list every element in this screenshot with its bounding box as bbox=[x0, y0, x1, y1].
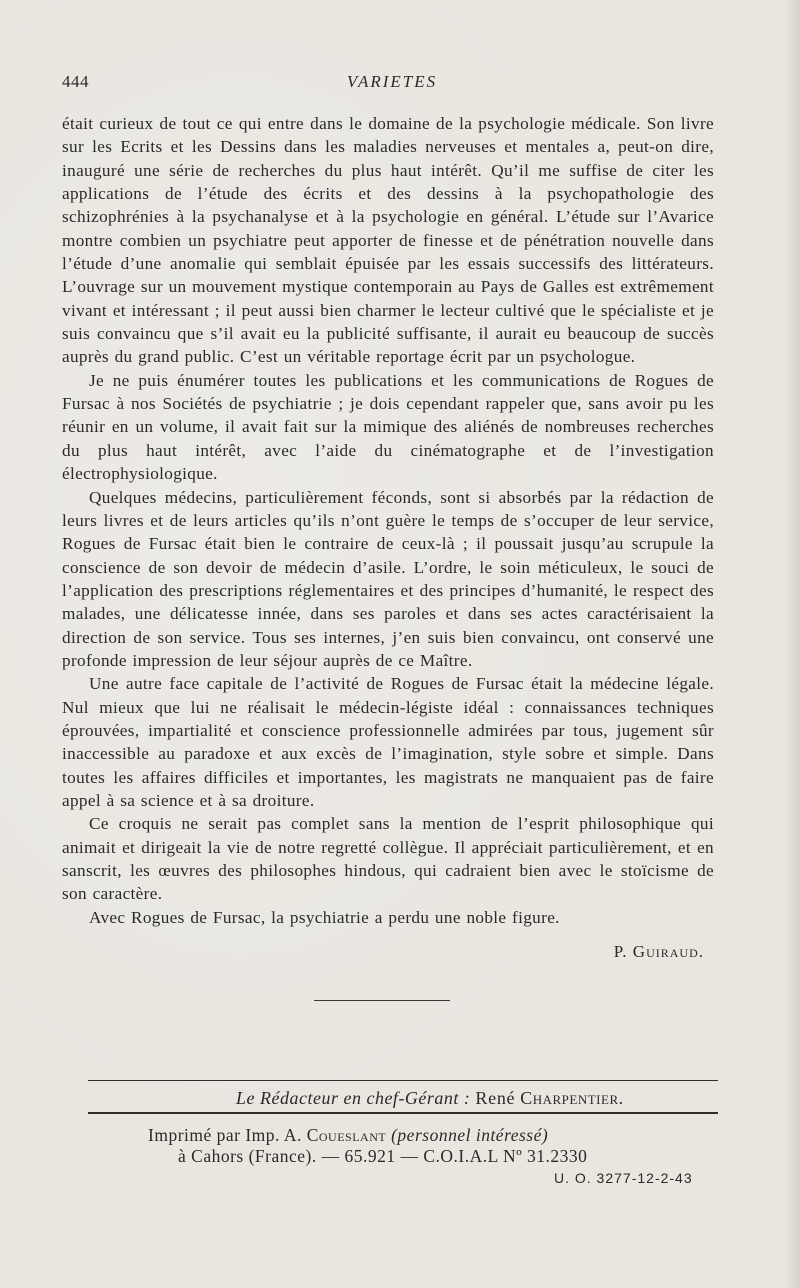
imprint-bottom-rule bbox=[88, 1112, 718, 1114]
paragraph: Ce croquis ne serait pas complet sans la mention de l’esprit philosophique qui animait et dirigeait la vie de notre regretté collègue. Il appréciait particulièrement, et en sanscrit, les œuvres des philosophes hindous, qui cadraient bien avec le stoïcisme de son caractère. bbox=[62, 814, 714, 904]
paragraph: Je ne puis énumérer toutes les publications et les communications de Rogues de Fursac à nos Sociétés de psychiatrie ; je dois cependant rappeler que, sans avoir pu les réunir en un volume, il avait fait sur la mimique des aliénés de nombreuses recherches du plus haut intérêt, avec l’aide du cinématographe et de l’investigation électrophysiologique. bbox=[62, 370, 714, 484]
printer-prefix: Imprimé par Imp. A. bbox=[148, 1125, 302, 1145]
author-signature: P. Guiraud. bbox=[613, 942, 704, 961]
editor-first-name: René bbox=[475, 1088, 516, 1108]
page-header bbox=[62, 72, 722, 96]
printer-location: à Cahors (France). — 65.921 — C.O.I.A.L Nº 31.2330 bbox=[178, 1146, 588, 1166]
editor-role: Le Rédacteur en chef-Gérant : bbox=[236, 1088, 471, 1108]
editor-surname: Charpentier. bbox=[520, 1088, 624, 1108]
imprint-top-rule bbox=[88, 1080, 718, 1081]
article-body bbox=[62, 112, 714, 929]
paragraph: Une autre face capitale de l’activité de Rogues de Fursac était la médecine légale. Nul mieux que lui ne réalisait le médecin-légiste idéal : connaissances techniques éprouvées, impartialité et conscience professionnelle admirées par tous, jugement sûr inaccessible au paradoxe et aux excès de l’imagination, style sobre et simple. Dans toutes les affaires difficiles et importantes, les magistrats ne manquaient pas de faire appel à sa science et à sa droiture. bbox=[62, 674, 714, 810]
page-number: 444 bbox=[62, 72, 89, 91]
printer-credit bbox=[148, 1124, 548, 1146]
section-divider bbox=[314, 1000, 450, 1001]
paragraph: Quelques médecins, particulièrement féconds, sont si absorbés par la rédaction de leurs livres et de leurs articles qu’ils n’ont guère le temps de s’occuper de leur service, Rogues de Fursac était bien le contraire de ceux-là ; il poussait jusqu’au scrupule la conscience de son devoir de médecin d’asile. L’ordre, le soin méticuleux, le souci de l’application des prescriptions réglementaires et des principes d’humanité, le respect des malades, une délicatesse innée, dans ses paroles et dans ses actes caractérisaient la direction de son service. Tous ses internes, j’en suis bien convaincu, ont conservé une profonde impression de leur séjour auprès de ce Maître. bbox=[62, 487, 714, 670]
printer-surname: Coueslant bbox=[306, 1125, 387, 1145]
paragraph: était curieux de tout ce qui entre dans le domaine de la psychologie médicale. Son livre sur les Ecrits et les Dessins dans les maladies nerveuses et mentales a, peut-on dire, inauguré une série de recherches du plus haut intérêt. Qu’il me suffise de citer les applications de l’étude des écrits et des dessins à la psychopathologie des schizophrénies à la psychanalyse et à la psychologie en général. L’étude sur l’Avarice montre combien un psychiatre peut apporter de finesse et de pénétration nouvelle dans l’étude d’une anomalie qui semblait épuisée par les essais successifs des littérateurs. L’ouvrage sur un mouvement mystique contemporain au Pays de Galles est extrêmement vivant et intéressant ; il peut aussi bien charmer le lecteur cultivé que le spécialiste et je suis convaincu que s’il avait eu la publicité suffisante, il aurait eu beaucoup de succès auprès du grand public. C’est un véritable reportage écrit par un psychologue. bbox=[62, 114, 714, 367]
printer-note: (personnel intéressé) bbox=[391, 1125, 549, 1145]
printer-code: U. O. 3277-12-2-43 bbox=[554, 1170, 693, 1186]
page-edge-shadow bbox=[786, 0, 800, 1288]
editor-credit bbox=[236, 1088, 624, 1109]
running-title: VARIETES bbox=[346, 72, 438, 91]
paragraph: Avec Rogues de Fursac, la psychiatrie a perdu une noble figure. bbox=[89, 907, 560, 927]
